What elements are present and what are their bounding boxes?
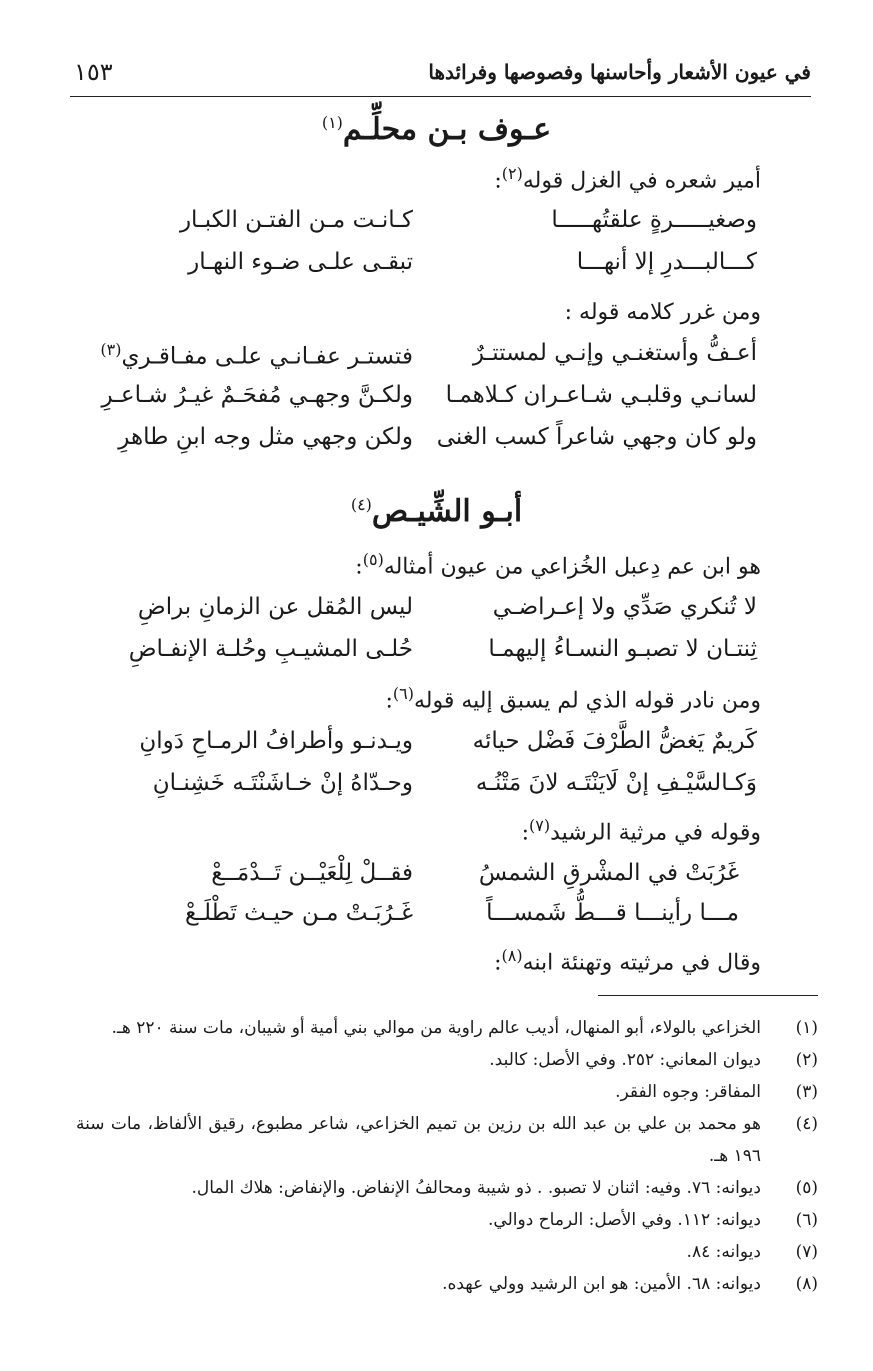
hemistich-text: فتستـر عفـانـي علـى مفـاقـري: [121, 343, 413, 370]
verse-hemistich-right: وَكـالسَّيْـفِ إنْ لَايَنْتَـه لانَ مَتْنُـه: [475, 770, 757, 796]
footnote-ref: (٢): [501, 164, 523, 183]
footnote-text: ديوانه: ٧٦. وفيه: اثنان لا تصبو. . ذو شيبة ومحالفُ الإنفاض. والإنفاض: هلاك المال.: [191, 1178, 761, 1198]
section-title-awf: [0, 112, 873, 147]
footnote-text: المفاقر: وجوه الفقر.: [615, 1082, 761, 1102]
verse-hemistich-left: كـانـت مـن الفتـن الكبـار: [179, 207, 413, 233]
section2-intro: [355, 550, 761, 579]
header-title: في عيون الأشعار وأحاسنها وفصوصها وفرائدها: [428, 60, 811, 84]
verse-hemistich-right: لا تُنكري صَدِّي ولا إعـراضـي: [492, 594, 757, 620]
footnote-ref: (٥): [362, 550, 384, 569]
intro-text: ومن نادر قوله الذي لم يسبق إليه قوله: [413, 688, 761, 714]
section2-intro3: [522, 816, 761, 845]
section2-intro2: [385, 684, 761, 713]
section1-intro2: ومن غرر كلامه قوله :: [564, 300, 761, 325]
verse-hemistich-left: ويـدنـو وأطرافُ الرمـاحِ دَوانِ: [139, 728, 413, 754]
intro-colon: :: [494, 168, 502, 194]
running-header: [70, 58, 811, 97]
footnote-ref: (١): [321, 113, 343, 132]
footnote-divider: [598, 995, 818, 996]
verse-hemistich-right: كَريمٌ يَغضُّ الطَّرْفَ فَضْل حيائه: [472, 728, 757, 754]
footnote-number: (٧): [795, 1242, 818, 1262]
verse-hemistich-right: غَرُبَتْ في المشْرقِ الشمسُ: [478, 860, 739, 886]
footnote-continuation: ١٩٦ هـ.: [708, 1146, 761, 1166]
verse-hemistich-right: وصغيـــــرةٍ علقتُهـــــا: [551, 207, 757, 233]
verse-hemistich-left: تبقـى علـى ضـوء النهـار: [188, 249, 413, 275]
footnote-ref: (٦): [392, 684, 414, 703]
verse-hemistich-right: أعـفُّ وأستغنـي وإنـي لمستتـرٌ: [472, 340, 757, 366]
footnote-ref: (٣): [100, 340, 122, 359]
verse-hemistich-right: ولو كان وجهي شاعراً كسب الغنى: [436, 424, 757, 450]
footnote-number: (٢): [795, 1050, 818, 1070]
footnote-ref: (٤): [350, 495, 372, 514]
footnote-text: هو محمد بن علي بن عبد الله بن رزين بن تميم الخزاعي، شاعر مطبوع، رقيق الألفاظ، مات سنة: [76, 1114, 761, 1134]
footnote-number: (٣): [795, 1082, 818, 1102]
footnote-text: ديوان المعاني: ٢٥٢. وفي الأصل: كالبد.: [489, 1050, 761, 1070]
verse-hemistich-left: ليس المُقل عن الزمانِ براضِ: [137, 594, 413, 620]
section1-intro: [494, 164, 761, 193]
intro-colon: :: [494, 950, 502, 976]
footnote-number: (١): [795, 1018, 818, 1038]
verse-hemistich-left: حُلـى المشيـبِ وحُلـة الإنفـاضِ: [128, 636, 413, 662]
verse-hemistich-left: غَـرُبَـتْ مـن حيـث تَطْلَـعْ: [184, 900, 413, 926]
intro-colon: :: [355, 554, 363, 580]
verse-hemistich-right: كـــالبـــدرِ إلا أنهـــا: [576, 249, 757, 275]
verse-hemistich-right: ثِنتـان لا تصبـو النسـاءُ إليهمـا: [488, 636, 757, 662]
footnote-ref: (٨): [501, 946, 523, 965]
footnote-text: الخزاعي بالولاء، أبو المنهال، أديب عالم راوية من موالي بني أمية أو شيبان، مات سنة ٢٢٠ هـ.: [111, 1018, 761, 1038]
footnote-number: (٨): [795, 1274, 818, 1294]
verse-hemistich-left: وحـدّاهُ إنْ خـاشَنْتَـه خَشِنـانِ: [152, 770, 413, 796]
footnote-text: ديوانه: ١١٢. وفي الأصل: الرماح دوالي.: [488, 1210, 761, 1230]
section-title-text: عـوف بـن محلِّـم: [342, 112, 552, 147]
intro-text: وقال في مرثيته وتهنئة ابنه: [522, 950, 761, 976]
section-title-text: أبـو الشِّيـص: [371, 494, 523, 529]
footnote-number: (٦): [795, 1210, 818, 1230]
intro-colon: :: [385, 688, 393, 714]
intro-text: وقوله في مرثية الرشيد: [550, 820, 761, 846]
page-number: ١٥٣: [74, 58, 113, 86]
footnote-text: ديوانه: ٦٨. الأمين: هو ابن الرشيد وولي عهده.: [442, 1274, 761, 1294]
footnote-number: (٥): [795, 1178, 818, 1198]
verse-hemistich-right: مـــا رأينـــا قـــطُّ شَمســـاً: [486, 900, 739, 926]
intro-colon: :: [521, 820, 530, 846]
footnote-number: (٤): [795, 1114, 818, 1134]
footnote-ref: (٧): [529, 816, 551, 835]
footnote-text: ديوانه: ٨٤.: [686, 1242, 761, 1262]
intro-text: هو ابن عم دِعبل الخُزاعي من عيون أمثاله: [383, 554, 761, 580]
verse-hemistich-left: ولكـنَّ وجهـي مُفحَـمٌ غيـرُ شـاعـرِ: [101, 382, 413, 408]
verse-hemistich-left: [100, 340, 413, 370]
section2-intro4: [494, 946, 761, 975]
verse-hemistich-left: فقــلْ لِلْعَيْــن تَــدْمَــعْ: [211, 860, 413, 886]
intro-text: أمير شعره في الغزل قوله: [522, 168, 761, 194]
section-title-abu-shis: [0, 494, 873, 529]
verse-hemistich-left: ولكن وجهي مثل وجه ابنِ طاهرِ: [118, 424, 413, 450]
verse-hemistich-right: لسانـي وقلبـي شـاعـران كـلاهمـا: [445, 382, 757, 408]
